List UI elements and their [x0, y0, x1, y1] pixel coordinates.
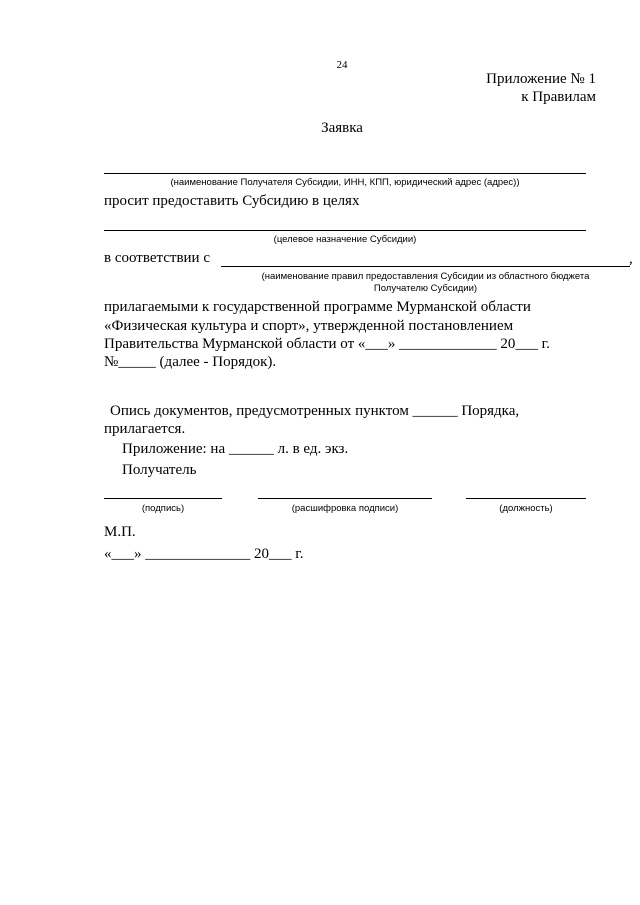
- attachment-line: Приложение: на ______ л. в ед. экз.: [122, 441, 349, 457]
- signature-decoding-line: [258, 498, 432, 499]
- signature-line: [104, 498, 222, 499]
- according-comma: ,: [629, 251, 633, 267]
- body-line-2: «Физическая культура и спорт», утвержденной постановлением: [104, 318, 514, 334]
- rules-caption-line1: (наименование правил предоставления Субсидии из областного бюджета: [261, 271, 590, 282]
- position-caption: (должность): [499, 503, 553, 514]
- page-number: 24: [336, 59, 348, 71]
- request-line: просит предоставить Субсидию в целях: [104, 193, 360, 209]
- signature-caption: (подпись): [141, 503, 185, 514]
- body-line-1: прилагаемыми к государственной программе Мурманской области: [104, 299, 531, 315]
- recipient-blank-line: [104, 173, 586, 174]
- signature-decoding-caption: (расшифровка подписи): [291, 503, 399, 514]
- recipient-caption: (наименование Получателя Субсидии, ИНН, КПП, юридический адрес (адрес)): [170, 177, 520, 188]
- inventory-line-1: Опись документов, предусмотренных пунктом ______ Порядка,: [110, 403, 520, 419]
- purpose-blank-line: [104, 230, 586, 231]
- body-line-4: №_____ (далее - Порядок).: [104, 354, 277, 370]
- appendix-rules: к Правилам: [521, 89, 596, 105]
- rules-blank-line: [221, 266, 630, 267]
- recipient-label: Получатель: [122, 462, 197, 478]
- date-line: «___» ______________ 20___ г.: [104, 546, 304, 562]
- position-line: [466, 498, 586, 499]
- stamp-label: М.П.: [104, 524, 136, 540]
- purpose-caption: (целевое назначение Субсидии): [273, 234, 417, 245]
- body-line-3: Правительства Мурманской области от «___» _____________ 20___ г.: [104, 336, 550, 352]
- rules-caption-line2: Получателю Субсидии): [373, 283, 478, 294]
- inventory-line-2: прилагается.: [104, 421, 186, 437]
- according-label: в соответствии с: [104, 250, 210, 266]
- document-title: Заявка: [321, 120, 363, 136]
- appendix-heading: Приложение № 1: [486, 71, 596, 87]
